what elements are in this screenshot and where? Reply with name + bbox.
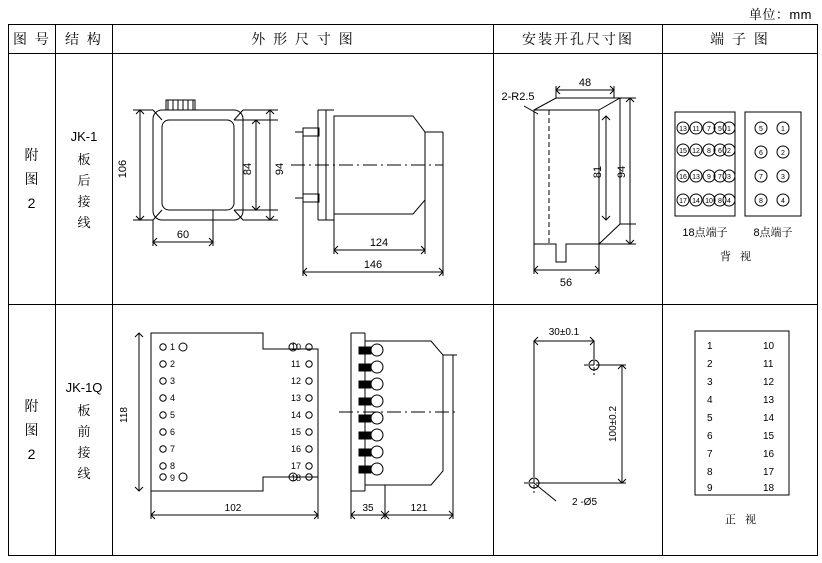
row2-struct-model: JK-1Q (65, 379, 103, 395)
svg-text:6: 6 (170, 427, 176, 437)
row1-hole-dim-81: 81 (592, 165, 604, 179)
header-terminal-diagram: 端 子 图 (663, 25, 818, 54)
row1-dim-106: 106 (117, 159, 129, 179)
svg-text:6: 6 (759, 150, 763, 157)
svg-text:6: 6 (718, 148, 722, 155)
svg-text:8: 8 (707, 467, 713, 478)
svg-text:8: 8 (707, 148, 711, 155)
svg-text:11: 11 (291, 359, 301, 369)
row1-dim-124: 124 (369, 237, 389, 249)
svg-text:12: 12 (291, 376, 302, 386)
svg-text:7: 7 (707, 449, 713, 460)
svg-text:3: 3 (170, 376, 176, 386)
header-figure-number: 图 号 (9, 25, 56, 54)
svg-text:13: 13 (291, 393, 302, 403)
svg-text:9: 9 (707, 174, 711, 181)
svg-text:18: 18 (763, 483, 775, 494)
row2-num-char-1: 附 (24, 398, 40, 414)
svg-text:13: 13 (692, 174, 700, 181)
svg-text:4: 4 (170, 393, 176, 403)
svg-text:8: 8 (759, 198, 763, 205)
svg-text:8: 8 (170, 461, 176, 471)
svg-text:2: 2 (170, 359, 176, 369)
row1-hole-dim-48: 48 (578, 77, 592, 89)
row1-terminal-drawing (663, 54, 818, 305)
row1-struct-char-1: 板 (77, 151, 91, 167)
row1-hole-dim-94: 94 (616, 165, 628, 179)
svg-text:3: 3 (781, 174, 785, 181)
svg-text:16: 16 (291, 444, 302, 454)
row1-struct-char-2: 后 (77, 172, 91, 188)
svg-text:7: 7 (707, 126, 711, 133)
row1-struct-char-4: 线 (77, 214, 91, 230)
row1-term-left-caption: 18点端子 (682, 227, 728, 239)
row1-figure-number (9, 54, 56, 305)
svg-text:13: 13 (679, 126, 687, 133)
svg-text:1: 1 (707, 341, 713, 352)
svg-text:5: 5 (707, 413, 713, 424)
svg-text:2: 2 (707, 359, 713, 370)
svg-text:17: 17 (763, 467, 775, 478)
svg-text:3: 3 (707, 377, 713, 388)
svg-text:1: 1 (781, 126, 785, 133)
svg-text:11: 11 (763, 359, 774, 370)
row2-num-char-3: 2 (27, 446, 37, 462)
svg-text:9: 9 (707, 483, 713, 494)
svg-text:7: 7 (718, 174, 722, 181)
row2-dim-35: 35 (362, 503, 374, 514)
svg-text:4: 4 (781, 198, 785, 205)
row1-dim-84: 84 (242, 162, 254, 176)
svg-text:8: 8 (718, 198, 722, 205)
row1-structure (56, 54, 113, 305)
svg-text:9: 9 (170, 473, 176, 483)
header-outline-dimensions: 外 形 尺 寸 图 (113, 25, 494, 54)
svg-text:15: 15 (291, 427, 302, 437)
row2-structure (56, 305, 113, 556)
svg-text:2: 2 (781, 150, 785, 157)
svg-text:17: 17 (291, 461, 302, 471)
svg-text:10: 10 (705, 198, 713, 205)
row2-dim-102: 102 (224, 503, 242, 514)
table-row (9, 54, 818, 305)
header-mounting-hole: 安装开孔尺寸图 (494, 25, 663, 54)
dimension-table (8, 24, 818, 556)
row1-term-view: 背 视 (719, 251, 755, 263)
table-header-row (9, 25, 818, 54)
svg-text:10: 10 (763, 341, 775, 352)
row1-dim-146: 146 (363, 259, 383, 271)
row2-struct-char-2: 前 (77, 423, 91, 439)
row1-struct-char-3: 接 (77, 193, 91, 209)
unit-note: 单位：mm (748, 7, 812, 22)
svg-text:13: 13 (763, 395, 775, 406)
svg-text:15: 15 (679, 148, 687, 155)
header-structure: 结 构 (56, 25, 113, 54)
row2-term-view: 正 视 (724, 514, 760, 526)
svg-text:12: 12 (763, 377, 775, 388)
svg-text:14: 14 (763, 413, 775, 424)
svg-text:10: 10 (291, 342, 302, 352)
svg-text:16: 16 (679, 174, 687, 181)
svg-text:18: 18 (291, 473, 302, 483)
svg-text:5: 5 (759, 126, 763, 133)
table-row (9, 305, 818, 556)
row1-hole-drawing (494, 54, 663, 305)
svg-text:16: 16 (763, 449, 775, 460)
row1-dim-60: 60 (176, 229, 190, 241)
svg-text:4: 4 (707, 395, 713, 406)
row1-struct-model: JK-1 (70, 128, 98, 144)
row2-struct-char-1: 板 (77, 402, 91, 418)
row1-term-right-caption: 8点端子 (753, 227, 793, 239)
svg-text:15: 15 (763, 431, 775, 442)
row2-outline-drawing (113, 305, 494, 556)
row2-struct-char-4: 线 (77, 465, 91, 481)
row2-hole-dim-30: 30±0.1 (548, 327, 580, 338)
row1-dim-94: 94 (274, 162, 286, 176)
row1-outline-drawing (113, 54, 494, 305)
row1-num-char-1: 附 (24, 147, 40, 163)
svg-text:12: 12 (692, 148, 700, 155)
row2-figure-number (9, 305, 56, 556)
row1-num-char-2: 图 (24, 171, 40, 187)
row1-num-char-3: 2 (27, 195, 37, 211)
svg-text:7: 7 (170, 444, 176, 454)
row2-hole-drawing (494, 305, 663, 556)
svg-text:5: 5 (170, 410, 176, 420)
svg-text:1: 1 (727, 126, 731, 133)
svg-text:14: 14 (291, 410, 302, 420)
svg-text:14: 14 (692, 198, 700, 205)
row2-struct-char-3: 接 (77, 444, 91, 460)
svg-text:5: 5 (718, 126, 722, 133)
svg-text:11: 11 (692, 126, 700, 133)
svg-text:1: 1 (170, 342, 176, 352)
row2-num-char-2: 图 (24, 422, 40, 438)
row2-hole-dim-d5: 2 -Ø5 (572, 497, 598, 508)
row1-hole-dim-r25: 2-R2.5 (501, 91, 535, 103)
svg-text:2: 2 (727, 148, 731, 155)
svg-text:6: 6 (707, 431, 713, 442)
row2-hole-dim-100: 100±0.2 (608, 405, 619, 443)
row2-dim-121: 121 (410, 503, 428, 514)
svg-text:7: 7 (759, 174, 763, 181)
svg-text:17: 17 (679, 198, 687, 205)
svg-text:4: 4 (727, 198, 731, 205)
row2-terminal-drawing (663, 305, 818, 556)
row1-hole-dim-56: 56 (559, 277, 573, 289)
row2-dim-118: 118 (119, 407, 130, 423)
svg-text:3: 3 (727, 174, 731, 181)
